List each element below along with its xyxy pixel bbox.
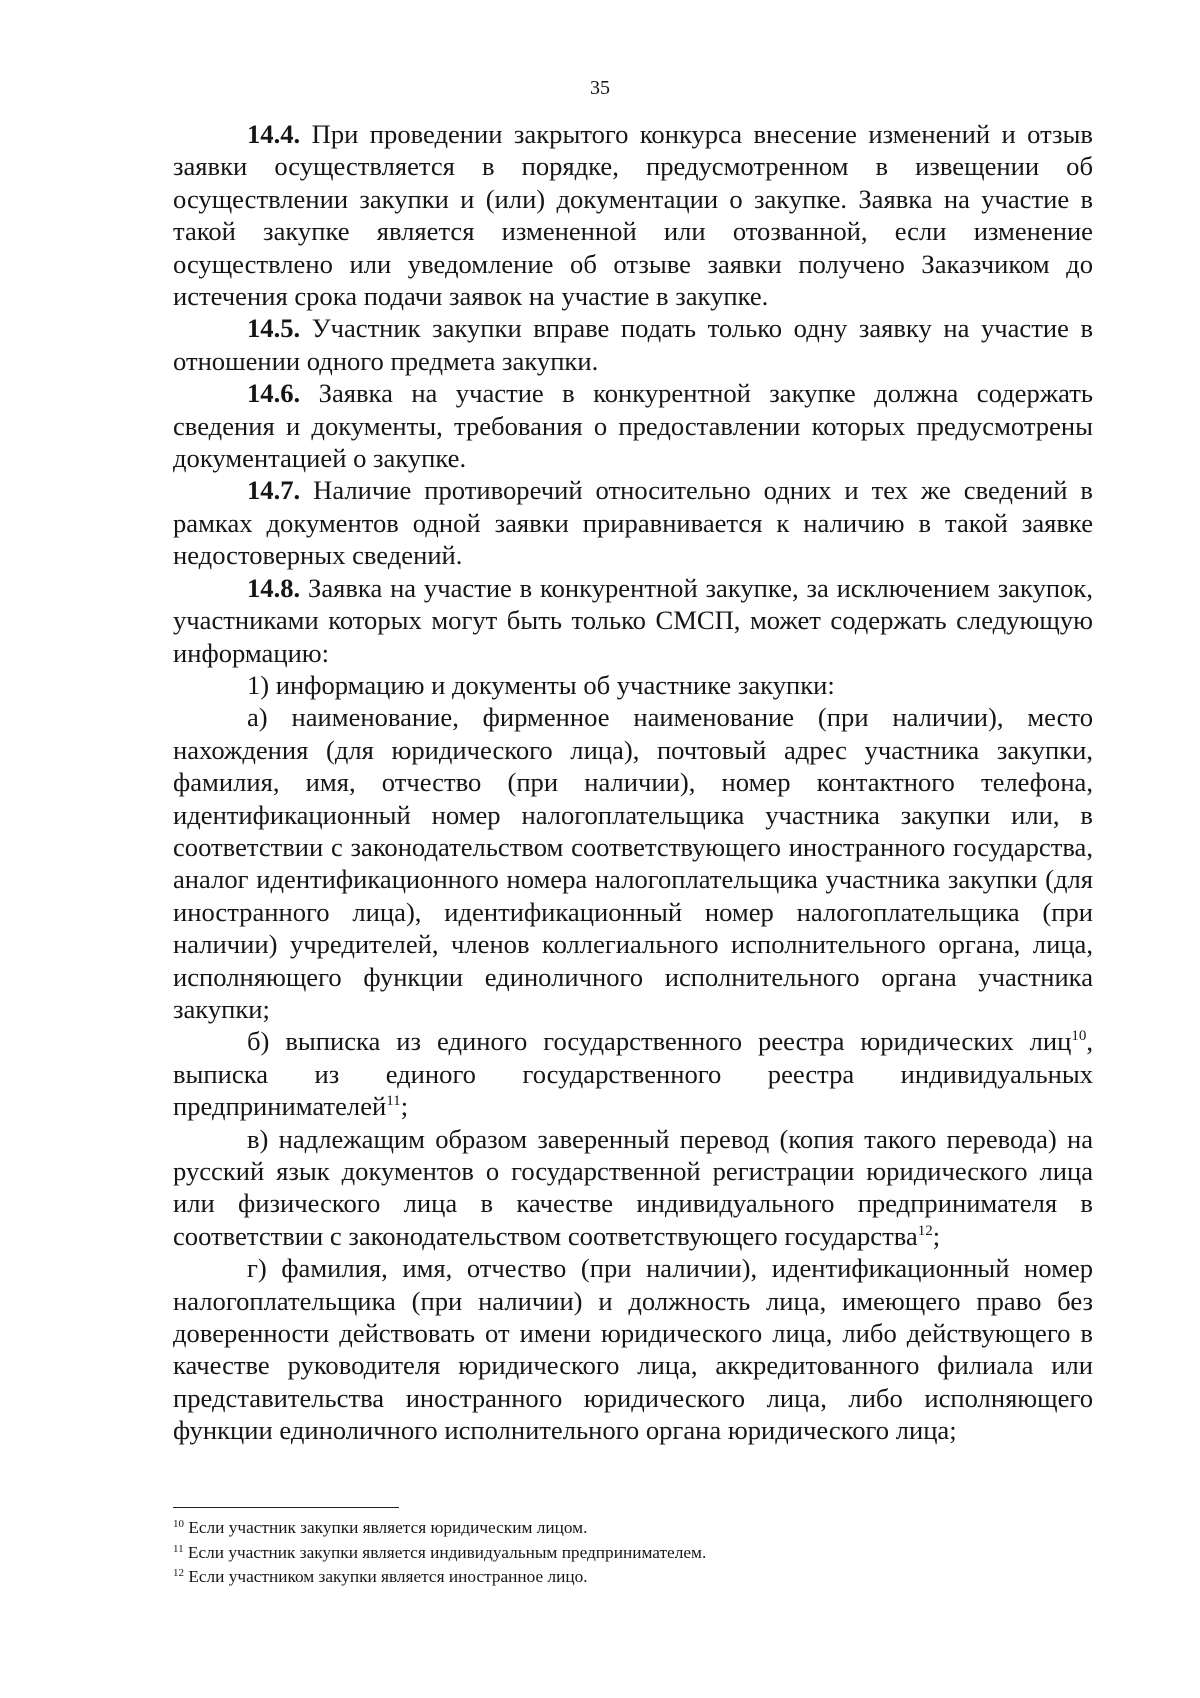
footnote-text: Если участник закупки является юридическим лицом. [184, 1518, 588, 1537]
footnote-separator [173, 1507, 399, 1508]
sub-item-text: а) наименование, фирменное наименование (при наличии), место нахождения (для юридического лица), почтовый адрес участника закупки, фамилия, имя, отчество (при наличии), номер контактного телефона, идентификационный номер налогоплательщика участника закупки или, в соответствии с законодательством соответствующего иностранного государства, аналог идентификационного номера налогоплательщика участника закупки (для иностранного лица), идентификационный номер налогоплательщика (при наличии) учредителей, членов коллегиального исполнительного органа, лица, исполняющего функции единоличного исполнительного органа участника закупки; [173, 702, 1093, 1024]
paragraph-14-5 [173, 312, 1093, 377]
paragraph-text: Наличие противоречий относительно одних и тех же сведений в рамках документов одной заявки приравнивается к наличию в такой заявке недостоверных сведений. [173, 475, 1093, 571]
list-item-text: 1) информацию и документы об участнике закупки: [247, 669, 835, 700]
paragraph-14-6 [173, 377, 1093, 474]
footnote-number: 11 [173, 1542, 184, 1555]
footnote-number: 12 [173, 1567, 184, 1579]
paragraph-number: 14.8. [247, 572, 301, 603]
sub-item-b [173, 1025, 1093, 1122]
paragraph-14-7 [173, 474, 1093, 571]
paragraph-text: Участник закупки вправе подать только одну заявку на участие в отношении одного предмета закупки. [173, 313, 1093, 376]
footnote-12 [173, 1565, 1093, 1590]
paragraph-number: 14.4. [247, 119, 301, 149]
footnote-text: Если участником закупки является иностранное лицо. [184, 1567, 588, 1586]
footnotes [173, 1516, 1093, 1590]
sub-item-text: б) выписка из единого государственного реестра юридических лиц [247, 1026, 1072, 1057]
footnote-10 [173, 1516, 1093, 1541]
paragraph-text: Заявка на участие в конкурентной закупке должна содержать сведения и документы, требования о предоставлении которых предусмотрены документацией о закупке. [173, 378, 1093, 474]
paragraph-text: При проведении закрытого конкурса внесение изменений и отзыв заявки осуществляется в порядке, предусмотренном в извещении об осуществлении закупки и (или) документации о закупке. Заявка на участие в такой закупке является измененной или отозванной, если изменение осуществлено или уведомление об отзыве заявки получено Заказчиком до истечения срока подачи заявок на участие в закупке. [173, 119, 1093, 312]
footnote-11 [173, 1541, 1093, 1566]
footnote-ref: 11 [386, 1093, 401, 1110]
sub-item-text: ; [400, 1091, 409, 1122]
sub-item-text: г) фамилия, имя, отчество (при наличии), идентификационный номер налогоплательщика (при наличии) и должность лица, имеющего право без доверенности действовать от имени юридического лица, либо действующего в качестве руководителя юридического лица, аккредитованного филиала или представительства иностранного юридического лица, либо исполняющего функции единоличного исполнительного органа юридического лица; [173, 1253, 1093, 1446]
page-number: 35 [590, 77, 610, 99]
paragraph-number: 14.6. [247, 378, 301, 409]
footnote-ref: 12 [917, 1222, 933, 1239]
paragraph-number: 14.5. [247, 313, 301, 344]
paragraph-14-4 [173, 118, 1093, 312]
sub-item-text: в) надлежащим образом заверенный перевод (копия такого перевода) на русский язык документов о государственной регистрации юридического лица или физического лица в качестве индивидуального предпринимателя в соответствии с законодательством соответствующего государства [173, 1123, 1093, 1251]
footnote-number: 10 [173, 1518, 184, 1530]
paragraph-14-8 [173, 572, 1093, 669]
paragraph-number: 14.7. [247, 475, 301, 506]
body-text [173, 118, 1093, 1447]
footnote-ref: 10 [1071, 1028, 1087, 1045]
sub-item-v [173, 1123, 1093, 1253]
list-item-1 [173, 669, 1093, 701]
sub-item-a [173, 701, 1093, 1025]
footnote-text: Если участник закупки является индивидуальным предпринимателем. [183, 1542, 707, 1562]
sub-item-text: , выписка из единого государственного реестра индивидуальных предпринимателей [173, 1026, 1093, 1122]
sub-item-g [173, 1252, 1093, 1446]
paragraph-text: Заявка на участие в конкурентной закупке, за исключением закупок, участниками которых могут быть только СМСП, может содержать следующую информацию: [173, 572, 1093, 668]
sub-item-text: ; [932, 1220, 941, 1251]
